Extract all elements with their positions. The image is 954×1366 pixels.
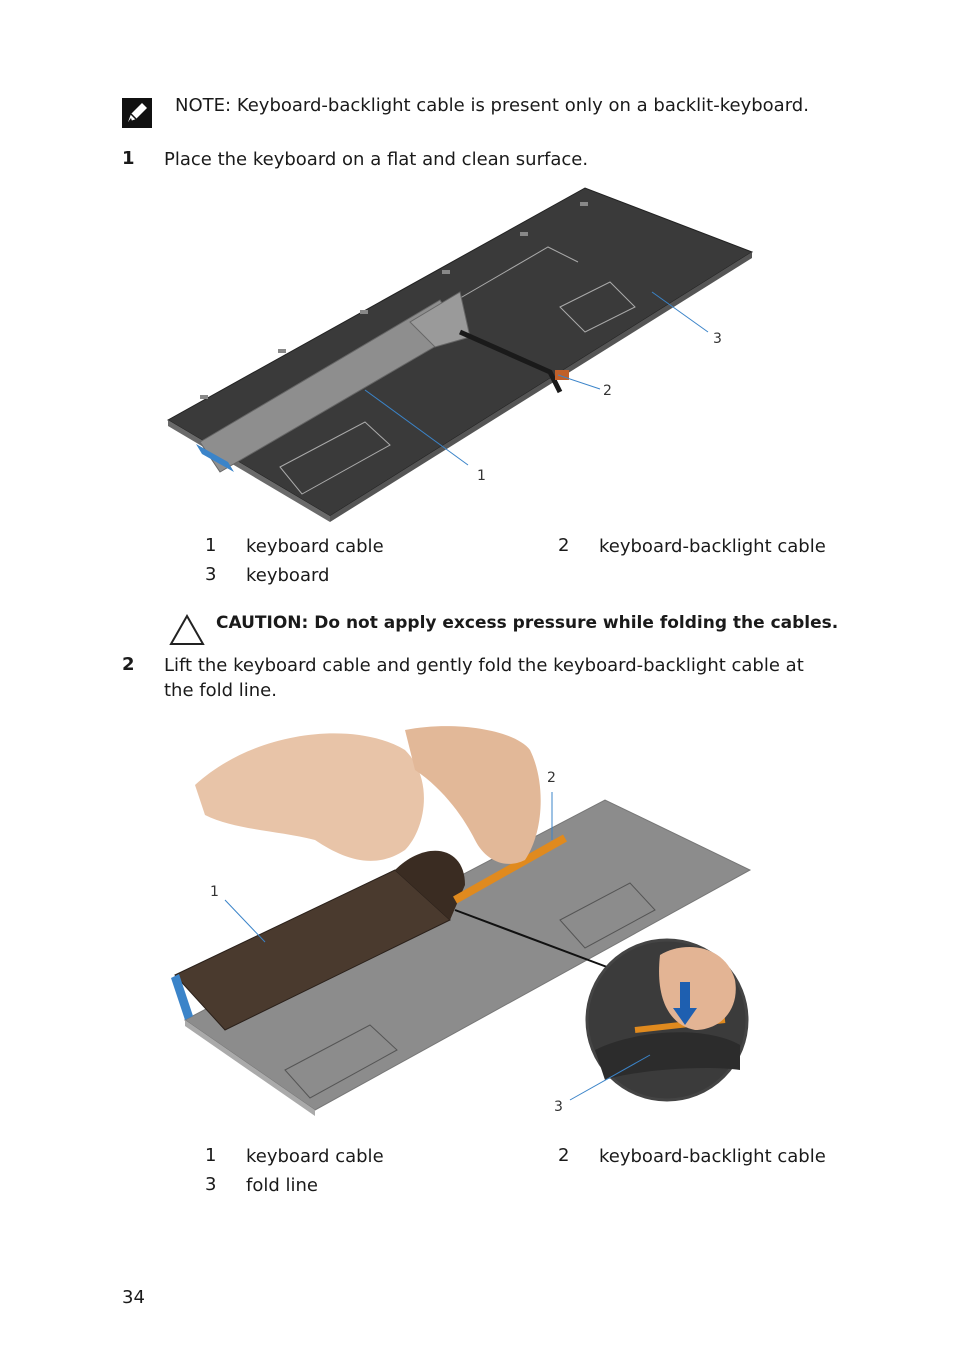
figure-1-keyboard-illustration <box>160 182 780 522</box>
figure-2-legend-label-3: fold line <box>246 1175 318 1196</box>
figure-2-callout-2: 2 <box>547 770 556 786</box>
note-text <box>175 94 809 118</box>
figure-2-callout-3: 3 <box>554 1099 563 1115</box>
figure-1-legend-label-3: keyboard <box>246 565 330 586</box>
figure-2-callout-1: 1 <box>210 884 219 900</box>
step-1-number: 1 <box>122 148 135 169</box>
figure-1-legend-label-2: keyboard-backlight cable <box>599 536 826 557</box>
figure-1-legend-num-2: 2 <box>558 535 570 556</box>
figure-1-callout-1: 1 <box>477 468 486 484</box>
figure-1-legend-label-1: keyboard cable <box>246 536 384 557</box>
figure-2-legend-num-2: 2 <box>558 1145 570 1166</box>
note-body: Keyboard-backlight cable is present only on a backlit-keyboard. <box>236 95 809 116</box>
step-2-text-line-1: Lift the keyboard cable and gently fold the keyboard-backlight cable at <box>164 655 804 676</box>
figure-1-legend-num-1: 1 <box>205 535 217 556</box>
note-icon <box>122 98 152 128</box>
figure-1-callout-3: 3 <box>713 331 722 347</box>
figure-2-legend-label-1: keyboard cable <box>246 1146 384 1167</box>
caution-text: CAUTION: Do not apply excess pressure while folding the cables. <box>216 613 839 633</box>
caution-icon <box>169 614 205 646</box>
figure-2-legend-num-3: 3 <box>205 1174 217 1195</box>
figure-2-keyboard-fold-illustration <box>165 720 765 1120</box>
figure-2-legend-label-2: keyboard-backlight cable <box>599 1146 826 1167</box>
page-number: 34 <box>122 1287 145 1308</box>
step-2-number: 2 <box>122 654 135 675</box>
step-1-text: Place the keyboard on a flat and clean surface. <box>164 149 589 170</box>
figure-1-callout-2: 2 <box>603 383 612 399</box>
figure-1-legend-num-3: 3 <box>205 564 217 585</box>
figure-2-legend-num-1: 1 <box>205 1145 217 1166</box>
step-2-text-line-2: the fold line. <box>164 680 277 701</box>
note-label: NOTE: <box>175 95 232 116</box>
